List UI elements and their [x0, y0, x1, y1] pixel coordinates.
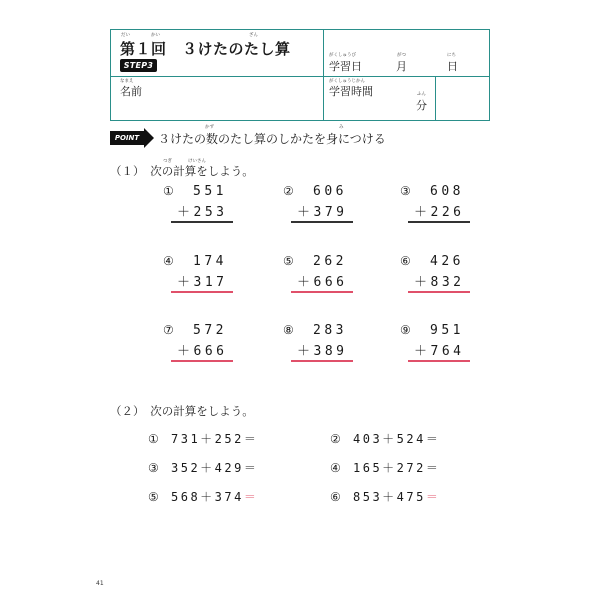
vertical-problem-2 [283, 184, 363, 224]
title-ruby-dai: だい [121, 33, 130, 38]
problem-top: 572 [193, 323, 227, 338]
horizontal-problem-6 [330, 488, 440, 505]
problem-number: ② [283, 184, 294, 198]
equals-sign: ＝ [425, 461, 441, 475]
name-label: 名前 [120, 85, 142, 98]
answer-line [291, 221, 353, 223]
problem-number: ③ [148, 461, 162, 475]
time-label: 学習時間 [329, 85, 373, 98]
section1-label: （１） 次の計算をしよう。 [110, 164, 254, 178]
answer-line [408, 291, 470, 293]
problem-number: ① [163, 184, 174, 198]
equals-sign: ＝ [243, 461, 259, 475]
vertical-problem-5 [283, 254, 363, 294]
minute-unit: 分 [416, 99, 427, 112]
problem-bottom: ＋666 [177, 344, 228, 359]
problem-expression: 731＋252 [171, 432, 244, 446]
problem-expression: 352＋429 [171, 461, 244, 475]
problem-number: ④ [163, 254, 174, 268]
answer-line [291, 291, 353, 293]
equals-sign: ＝ [243, 490, 259, 504]
problem-top: 262 [313, 254, 347, 269]
vertical-problem-3 [400, 184, 480, 224]
problem-number: ⑦ [163, 323, 174, 337]
problem-number: ④ [330, 461, 344, 475]
section1-ruby-tsugi: つぎ [163, 159, 172, 164]
page-title: 第１回 ３けたのたし算 [120, 40, 291, 58]
page-number: 41 [96, 580, 104, 587]
problem-number: ② [330, 432, 344, 446]
problem-bottom: ＋226 [414, 205, 465, 220]
problem-bottom: ＋379 [297, 205, 348, 220]
name-ruby: なまえ [120, 79, 134, 84]
answer-line [171, 360, 233, 362]
problem-bottom: ＋764 [414, 344, 465, 359]
vertical-problem-7 [163, 323, 243, 363]
problem-bottom: ＋317 [177, 275, 228, 290]
point-arrow-icon [144, 128, 154, 148]
problem-number: ⑧ [283, 323, 294, 337]
equals-sign: ＝ [425, 490, 441, 504]
section1-ruby-keisan: けいさん [188, 159, 206, 164]
problem-top: 551 [193, 184, 227, 199]
problem-number: ⑨ [400, 323, 411, 337]
problem-expression: 165＋272 [353, 461, 426, 475]
problem-number: ⑥ [330, 490, 344, 504]
problem-expression: 853＋475 [353, 490, 426, 504]
vertical-problem-1 [163, 184, 243, 224]
point-text: ３けたの数のたし算のしかたを身につける [158, 132, 386, 146]
answer-line [408, 360, 470, 362]
problem-top: 606 [313, 184, 347, 199]
time-ruby: がくしゅうじかん [329, 79, 365, 84]
problem-bottom: ＋666 [297, 275, 348, 290]
day-unit: 日 [447, 60, 458, 73]
equals-sign: ＝ [425, 432, 441, 446]
problem-number: ⑤ [283, 254, 294, 268]
problem-bottom: ＋253 [177, 205, 228, 220]
step-badge: STEP3 [120, 59, 157, 72]
vertical-problem-4 [163, 254, 243, 294]
vertical-problem-6 [400, 254, 480, 294]
problem-top: 426 [430, 254, 464, 269]
header-divider [323, 30, 324, 120]
date-label: 学習日 [329, 60, 362, 73]
minute-ruby: ふん [417, 92, 426, 97]
problem-number: ③ [400, 184, 411, 198]
horizontal-problem-2 [330, 430, 440, 447]
worksheet-header [110, 29, 490, 121]
problem-number: ⑤ [148, 490, 162, 504]
horizontal-problem-3 [148, 459, 258, 476]
problem-top: 951 [430, 323, 464, 338]
answer-line [291, 360, 353, 362]
horizontal-problem-1 [148, 430, 258, 447]
title-ruby-zan: ざん [249, 33, 258, 38]
problem-number: ① [148, 432, 162, 446]
vertical-problem-9 [400, 323, 480, 363]
date-ruby: がくしゅうび [329, 53, 356, 58]
problem-top: 174 [193, 254, 227, 269]
answer-line [171, 221, 233, 223]
problem-bottom: ＋389 [297, 344, 348, 359]
problem-number: ⑥ [400, 254, 411, 268]
point-ruby-mi: み [339, 125, 344, 130]
problem-expression: 403＋524 [353, 432, 426, 446]
vertical-problem-8 [283, 323, 363, 363]
point-ruby-kazu: かず [205, 125, 214, 130]
point-badge: POINT [110, 131, 144, 145]
title-ruby-kai: かい [151, 33, 160, 38]
problem-top: 283 [313, 323, 347, 338]
answer-line [171, 291, 233, 293]
horizontal-problem-5 [148, 488, 258, 505]
equals-sign: ＝ [243, 432, 259, 446]
month-unit: 月 [396, 60, 407, 73]
answer-line [408, 221, 470, 223]
problem-top: 608 [430, 184, 464, 199]
header-divider-time [435, 76, 436, 121]
month-ruby: がつ [397, 53, 406, 58]
problem-bottom: ＋832 [414, 275, 465, 290]
problem-expression: 568＋374 [171, 490, 244, 504]
section2-label: （２） 次の計算をしよう。 [110, 404, 254, 418]
day-ruby: にち [447, 53, 456, 58]
horizontal-problem-4 [330, 459, 440, 476]
